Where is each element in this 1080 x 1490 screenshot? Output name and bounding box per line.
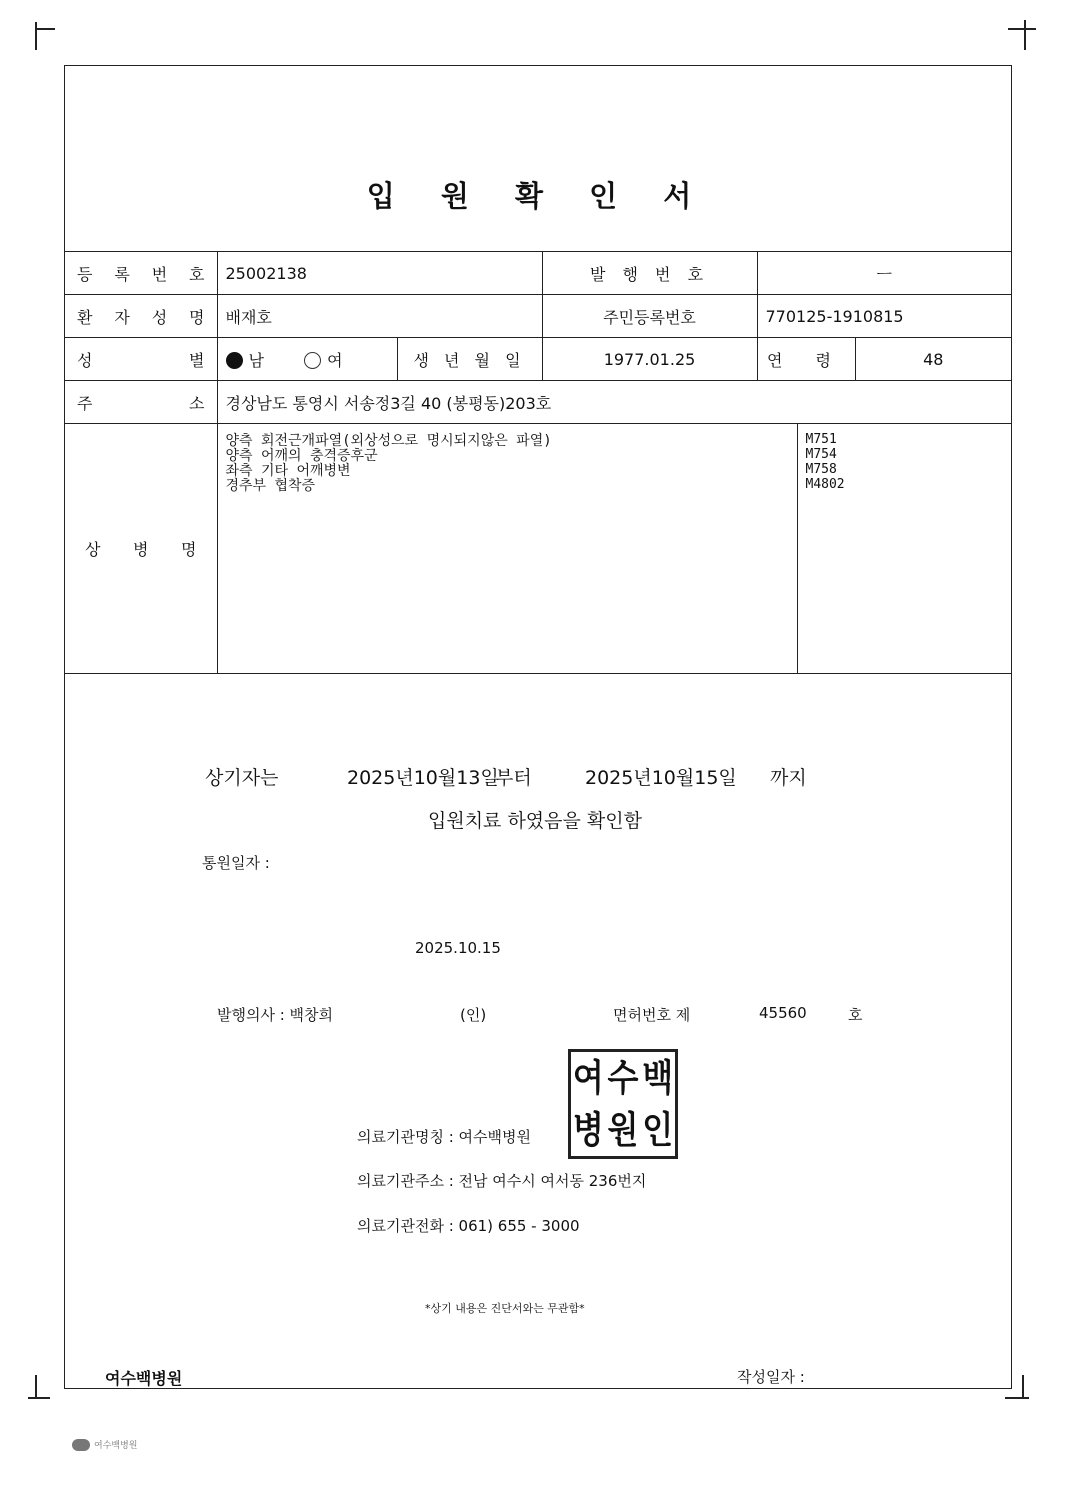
license-suffix: 호 (848, 1006, 863, 1024)
hospital-logo (72, 1438, 137, 1451)
label-sex: 성 별 (65, 338, 217, 381)
row-address (65, 381, 1011, 424)
institution-name: 의료기관명칭 : 여수백병원 (357, 1128, 531, 1146)
row-registration (65, 252, 1011, 295)
label-issue-no: 발 행 번 호 (542, 252, 757, 295)
row-diagnosis (65, 424, 1011, 674)
certificate-frame (64, 65, 1012, 1389)
label-address: 주 소 (65, 381, 217, 424)
label-birth-date: 생 년 월 일 (397, 338, 542, 381)
sex-female-label: 여 (327, 350, 343, 370)
statement-to-date: 2025년10월15일 (585, 767, 737, 789)
diagnosis-code: M758 (805, 462, 837, 477)
diagnosis-code-list (806, 424, 1004, 492)
stamp-char: 여 (572, 1056, 604, 1100)
statement-from-word: 부터 (495, 767, 532, 789)
institution-address: 의료기관주소 : 전남 여수시 여서동 236번지 (357, 1172, 647, 1190)
institution-phone: 의료기관전화 : 061) 655 - 3000 (357, 1217, 580, 1235)
sex-male-label: 남 (248, 350, 264, 370)
crop-mark-top-right-h (1008, 28, 1036, 30)
diagnosis-list (226, 424, 789, 494)
diagnosis-item: 경추부 협착증 (225, 478, 316, 494)
radio-male-icon (226, 352, 243, 369)
statement-subject: 상기자는 (205, 767, 279, 789)
label-resident-no: 주민등록번호 (542, 295, 757, 338)
stamp-char: 인 (642, 1108, 674, 1152)
crop-mark-bottom-left-v (35, 1375, 37, 1399)
footer-written-date-label: 작성일자 : (737, 1368, 805, 1386)
license-number: 45560 (759, 1004, 807, 1022)
value-age: 48 (855, 338, 1011, 381)
seal-mark: (인) (460, 1006, 487, 1024)
document-title: 입 원 확 인 서 (366, 179, 710, 213)
logo-icon (72, 1439, 90, 1451)
doctor-label: 발행의사 : 백창희 (217, 1006, 334, 1024)
diagnosis-code: M751 (805, 432, 837, 447)
label-patient-name: 환 자 성 명 (65, 295, 217, 338)
label-reg-no: 등 록 번 호 (65, 252, 217, 295)
diagnosis-cell (217, 424, 797, 674)
label-diagnosis: 상 병 명 (65, 424, 217, 674)
crop-mark-top-left-v (35, 22, 37, 50)
issue-date: 2025.10.15 (415, 939, 501, 957)
crop-mark-bottom-right-v (1022, 1375, 1024, 1399)
diagnosis-code: M4802 (805, 477, 845, 492)
stamp-char: 원 (607, 1108, 639, 1152)
row-patient-name (65, 295, 1011, 338)
value-address: 경상남도 통영시 서송정3길 40 (봉평동)203호 (217, 381, 1011, 424)
value-reg-no: 25002138 (217, 252, 542, 295)
hospital-seal-stamp (568, 1049, 678, 1159)
license-label: 면허번호 제 (613, 1006, 691, 1024)
diagnosis-item: 좌측 기타 어깨병변 (225, 463, 351, 479)
code-cell (797, 424, 1011, 674)
statement-from-date: 2025년10월13일 (347, 767, 499, 789)
diagnosis-item: 양측 어깨의 충격증후군 (225, 448, 378, 464)
logo-text: 여수백병원 (94, 1441, 138, 1451)
value-birth-date: 1977.01.25 (542, 338, 757, 381)
stamp-char: 수 (607, 1056, 639, 1100)
crop-mark-bottom-left-h (28, 1397, 50, 1399)
crop-mark-bottom-right-h (1005, 1397, 1029, 1399)
disclaimer-note: *상기 내용은 진단서와는 무관함* (425, 1302, 585, 1315)
outpatient-label: 통원일자 : (202, 854, 270, 872)
diagnosis-item: 양측 회전근개파열(외상성으로 명시되지않은 파열) (225, 433, 552, 449)
radio-female-icon (304, 352, 321, 369)
row-sex-birth-age (65, 338, 1011, 381)
stamp-char: 병 (572, 1108, 604, 1152)
crop-mark-top-left-h (35, 28, 55, 30)
statement-to-word: 까지 (770, 767, 807, 789)
statement-line2: 입원치료 하였음을 확인함 (428, 810, 642, 832)
diagnosis-code: M754 (805, 447, 837, 462)
patient-info-table (65, 251, 1011, 674)
value-issue-no: ㅡ (757, 252, 1011, 295)
crop-mark-top-right-v (1024, 20, 1026, 50)
value-resident-no: 770125-1910815 (757, 295, 1011, 338)
sex-options (217, 338, 397, 381)
label-age: 연 령 (757, 338, 855, 381)
footer-hospital-name: 여수백병원 (105, 1369, 183, 1388)
stamp-char: 백 (642, 1056, 674, 1100)
value-patient-name: 배재호 (217, 295, 542, 338)
